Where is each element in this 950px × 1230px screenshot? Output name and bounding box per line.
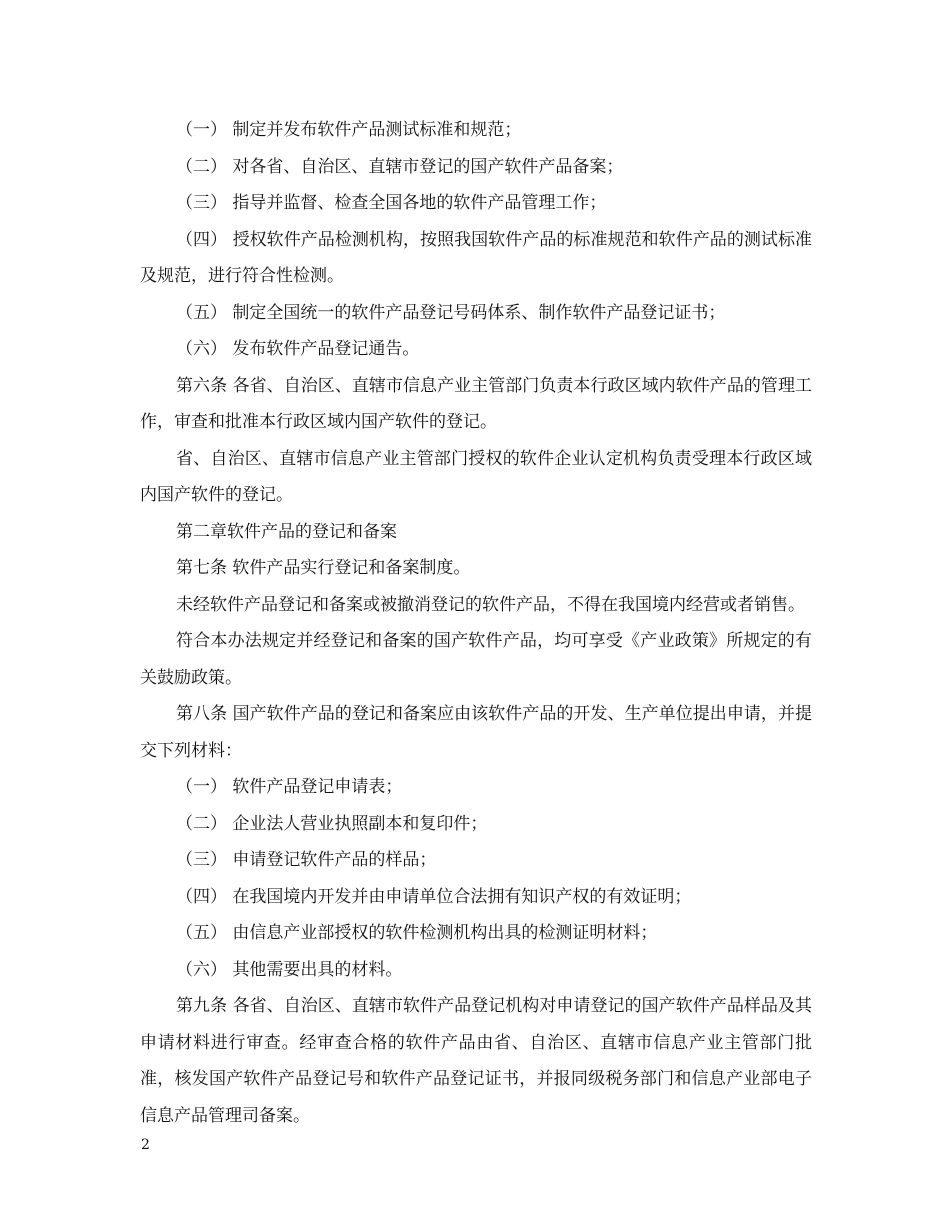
- document-body: [140, 112, 812, 1134]
- article-paragraph: 第七条 软件产品实行登记和备案制度。: [176, 558, 471, 578]
- paragraph: （四） 授权软件产品检测机构，按照我国软件产品的标准规范和软件产品的测试标准及规范，进行符合性检测。: [140, 229, 812, 286]
- paragraph: 未经软件产品登记和备案或被撤消登记的软件产品，不得在我国境内经营或者销售。: [176, 594, 805, 615]
- paragraph: （五） 制定全国统一的软件产品登记号码体系、制作软件产品登记证书；: [176, 302, 726, 323]
- paragraph: （四） 在我国境内开发并由申请单位合法拥有知识产权的有效证明；: [176, 886, 692, 907]
- paragraph: （二） 企业法人营业执照副本和复印件；: [176, 813, 488, 834]
- paragraph: （一） 制定并发布软件产品测试标准和规范；: [176, 120, 522, 140]
- paragraph: （二） 对各省、自治区、直辖市登记的国产软件产品备案；: [176, 156, 624, 177]
- paragraph: 符合本办法规定并经登记和备案的国产软件产品，均可享受《产业政策》所规定的有关鼓励政策。: [140, 631, 812, 688]
- paragraph: （六） 其他需要出具的材料。: [176, 959, 403, 980]
- paragraph: （三） 指导并监督、检查全国各地的软件产品管理工作；: [176, 193, 607, 213]
- chapter-heading: 第二章软件产品的登记和备案: [176, 521, 397, 542]
- page-number: 2: [141, 1137, 150, 1153]
- paragraph: （六） 发布软件产品登记通告。: [176, 339, 420, 359]
- article-paragraph: 第六条 各省、自治区、直辖市信息产业主管部门负责本行政区域内软件产品的管理工作，审查和批准本行政区域内国产软件的登记。: [140, 375, 812, 432]
- paragraph: （五） 由信息产业部授权的软件检测机构出具的检测证明材料；: [176, 923, 658, 943]
- paragraph: （三） 申请登记软件产品的样品；: [176, 850, 437, 870]
- paragraph: （一） 软件产品登记申请表；: [176, 777, 403, 797]
- paragraph: 省、自治区、直辖市信息产业主管部门授权的软件企业认定机构负责受理本行政区域内国产软件的登记。: [140, 448, 812, 505]
- article-paragraph: 第九条 各省、自治区、直辖市软件产品登记机构对申请登记的国产软件产品样品及其申请材料进行审查。经审查合格的软件产品由省、自治区、直辖市信息产业主管部门批准，核发国产软件产品登记号和软件产品登记证书，并报同级税务部门和信息产业部电子信息产品管理司备案。: [140, 996, 812, 1126]
- article-paragraph: 第八条 国产软件产品的登记和备案应由该软件产品的开发、生产单位提出申请，并提交下列材料：: [140, 704, 812, 761]
